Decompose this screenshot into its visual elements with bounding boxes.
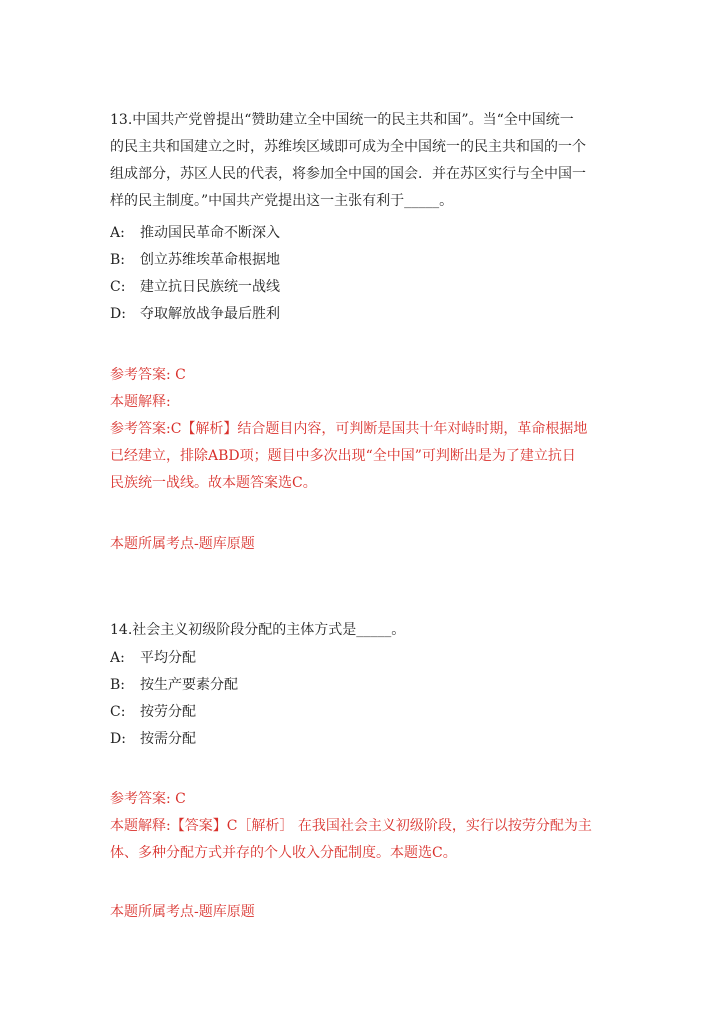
- explanation-line: 本题解释:【答案】C［解析］ 在我国社会主义初级阶段，实行以按劳分配为主: [110, 818, 592, 834]
- option-text: 按劳分配: [140, 704, 196, 720]
- option-key: B:: [110, 252, 126, 268]
- topic-tag: 本题所属考点-题库原题: [110, 536, 255, 552]
- option-key: B:: [110, 677, 126, 693]
- option-text: 夺取解放战争最后胜利: [140, 306, 280, 322]
- question-14-stem: [110, 617, 610, 644]
- answer-line: 参考答案: C: [110, 367, 186, 383]
- question-13-options: [110, 220, 610, 328]
- option-d: [110, 726, 610, 753]
- explanation-line: 民族统一战线。故本题答案选C。: [110, 475, 317, 491]
- question-14-answer-block: [110, 786, 610, 867]
- option-key: C:: [110, 279, 126, 295]
- topic-tag: 本题所属考点-题库原题: [110, 904, 255, 920]
- stem-line: 组成部分，苏区人民的代表，将参加全中国的国会．并在苏区实行与全中国一: [110, 166, 586, 182]
- explanation-line: 已经建立，排除ABD项；题目中多次出现“全中国”可判断出是为了建立抗日: [110, 448, 576, 464]
- stem-line: 14.社会主义初级阶段分配的主体方式是_____。: [110, 622, 406, 638]
- explanation-line: 体、多种分配方式并存的个人收入分配制度。本题选C。: [110, 845, 457, 861]
- option-text: 建立抗日民族统一战线: [140, 279, 280, 295]
- explanation-line: 参考答案:C【解析】结合题目内容，可判断是国共十年对峙时期，革命根据地: [110, 421, 588, 437]
- question-14-options: [110, 645, 610, 753]
- question-13-stem: [110, 107, 610, 215]
- option-b: [110, 247, 610, 274]
- option-d: [110, 301, 610, 328]
- answer-line: 参考答案: C: [110, 791, 186, 807]
- option-key: A:: [110, 650, 125, 666]
- question-13-answer-block: [110, 362, 610, 497]
- stem-line: 的民主共和国建立之时，苏维埃区域即可成为全中国统一的民主共和国的一个: [110, 139, 586, 155]
- stem-line: 13.中国共产党曾提出“赞助建立全中国统一的民主共和国”。当“全中国统一: [110, 112, 574, 128]
- option-a: [110, 645, 610, 672]
- option-key: D:: [110, 306, 126, 322]
- option-text: 按需分配: [140, 731, 196, 747]
- option-c: [110, 274, 610, 301]
- option-text: 平均分配: [140, 650, 196, 666]
- option-b: [110, 672, 610, 699]
- option-key: D:: [110, 731, 126, 747]
- option-a: [110, 220, 610, 247]
- option-text: 创立苏维埃革命根据地: [140, 252, 280, 268]
- option-key: C:: [110, 704, 126, 720]
- question-13-topic-tag: [110, 531, 610, 558]
- option-c: [110, 699, 610, 726]
- option-text: 按生产要素分配: [140, 677, 238, 693]
- question-14-topic-tag: [110, 899, 610, 926]
- explanation-label: 本题解释:: [110, 394, 171, 410]
- stem-line: 样的民主制度。”中国共产党提出这一主张有利于_____。: [110, 193, 454, 209]
- option-text: 推动国民革命不断深入: [140, 225, 280, 241]
- option-key: A:: [110, 225, 125, 241]
